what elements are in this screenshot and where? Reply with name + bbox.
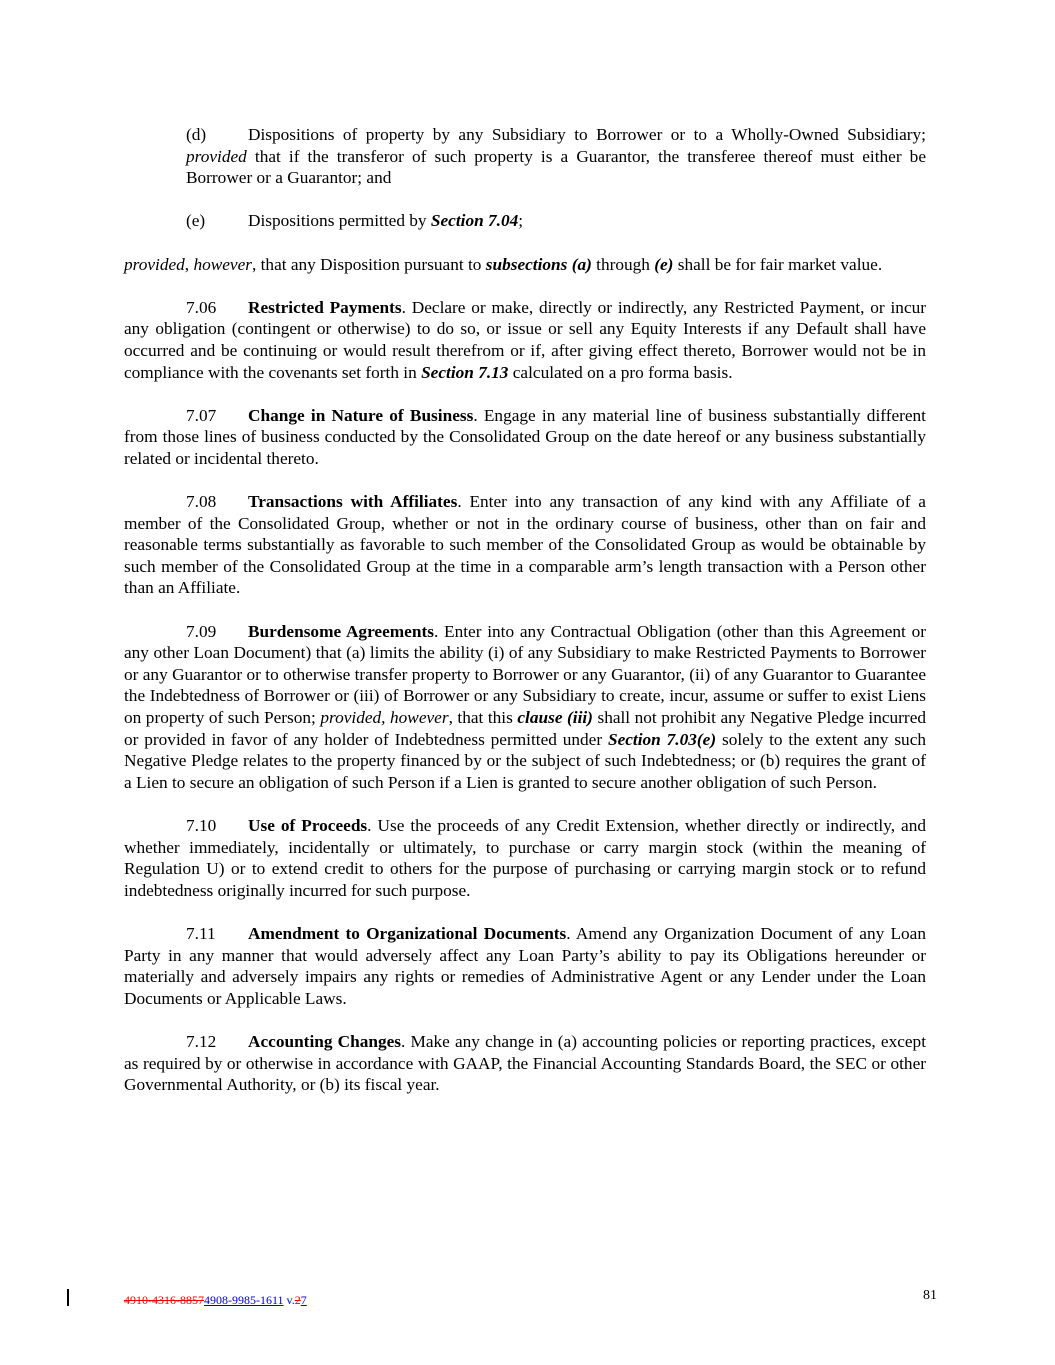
page-number: 81 (923, 1288, 937, 1303)
section-7-08: 7.08 Transactions with Affiliates. Enter into any transaction of any kind with any Affiliate of a member of the Consolidated Group, whether or not in the ordinary course of business, other than on fair and reasonable terms substantially as favorable to such member of the Consolidated Group as would be obtainable by such member of the Consolidated Group at the time in a comparable arm’s length transaction with a Person other than an Affiliate. (124, 492, 926, 598)
section-7-11: 7.11 Amendment to Organizational Documents. Amend any Organization Document of any Loan Party in any manner that would adversely affect any Loan Party’s ability to pay its Obligations hereunder or materially and adversely impairs any rights or remedies of Administrative Agent or any Lender under the Loan Documents or Applicable Laws. (124, 923, 926, 1008)
change-bar (67, 1289, 69, 1306)
section-7-06: 7.06 Restricted Payments. Declare or make, directly or indirectly, any Restricted Payment, or incur any obligation (contingent or otherwise) to do so, or issue or sell any Equity Interests if any Default shall have occurred and be continuing or would result therefrom or if, after giving effect thereto, Borrower would not be in compliance with the covenants set forth in Section 7.13 calculated on a pro forma basis. (124, 297, 927, 382)
section-7-10: 7.10 Use of Proceeds. Use the proceeds of any Credit Extension, whether directly or indirectly, and whether immediately, incidentally or ultimately, to purchase or carry margin stock (within the meaning of Regulation U) or to extend credit to others for the purpose of purchasing or carrying margin stock or to refund indebtedness originally incurred for such purpose. (124, 816, 926, 900)
section-7-07: 7.07 Change in Nature of Business. Engage in any material line of business substantially different from those lines of business conducted by the Consolidated Group on the date hereof or any business substantially related or incidental thereto. (124, 405, 926, 468)
document-id: 4910-4316-88574908-9985-1611 v.27 (124, 1293, 307, 1307)
clause-d: (d) Dispositions of property by any Subsidiary to Borrower or to a Wholly-Owned Subsidiary; provided that if the transferor of such property is a Guarantor, the transferee thereof must either be Borrower or a Guarantor; and (186, 125, 926, 188)
clause-e: (e) Dispositions permitted by Section 7.04; (186, 211, 524, 231)
section-7-09: 7.09 Burdensome Agreements. Enter into any Contractual Obligation (other than this Agreement or any other Loan Document) that (a) limits the ability (i) of any Subsidiary to make Restricted Payments to Borrower or any Guarantor or to otherwise transfer property to Borrower or any Guarantor, (ii) of any Guarantor to Guarantee the Indebtedness of Borrower or (iii) of Borrower or any Subsidiary to create, incur, assume or suffer to exist Liens on property of such Person; provided, however, that this clause (iii) shall not prohibit any Negative Pledge incurred or provided in favor of any holder of Indebtedness permitted under Section 7.03(e) solely to the extent any such Negative Pledge relates to the property financed by or the subject of such Indebtedness; or (b) requires the grant of a Lien to secure an obligation of such Person if a Lien is granted to secure another obligation of such Person. (124, 621, 927, 792)
proviso: provided, however, that any Disposition pursuant to subsections (a) through (e) shall be for fair market value. (124, 254, 883, 274)
document-page (124, 124, 926, 1096)
section-7-12: 7.12 Accounting Changes. Make any change in (a) accounting policies or reporting practices, except as required by or otherwise in accordance with GAAP, the Financial Accounting Standards Board, the SEC or other Governmental Authority, or (b) its fiscal year. (124, 1031, 926, 1095)
